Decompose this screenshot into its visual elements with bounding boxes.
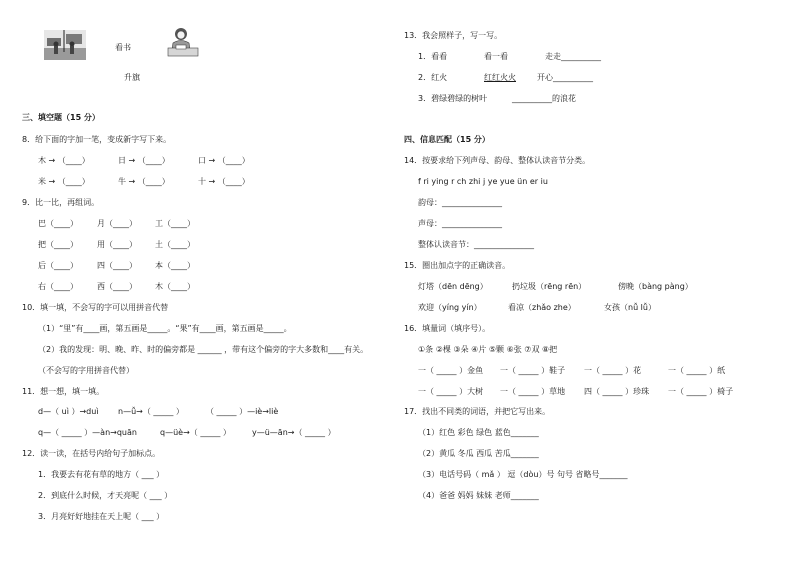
q16-item: 一（ _____ ）鞋子 <box>500 366 566 375</box>
q11-item: q—（ _____ ）—àn→quān <box>38 428 137 437</box>
q10-note: （不会写的字用拼音代替） <box>38 366 134 375</box>
q9-item: 西（____） <box>97 282 137 291</box>
q8-item: 牛 → （____） <box>118 177 170 186</box>
q8-item: 日 → （____） <box>118 156 170 165</box>
q15-item: 傍晚（bàng pàng） <box>618 282 693 291</box>
q9-item: 土（____） <box>155 240 195 249</box>
q13-item: 3．碧绿碧绿的树叶 <box>418 94 488 103</box>
q10-stem: 10．填一填，不会写的字可以用拼音代替 <box>22 303 169 312</box>
q17-item: （2）黄瓜 冬瓜 西瓜 苦瓜_______ <box>418 449 539 458</box>
q16-item: 一（ _____ ）草地 <box>500 387 566 396</box>
q13-item: 开心__________ <box>537 73 593 82</box>
q15-stem: 15．圈出加点字的正确读音。 <box>404 261 511 270</box>
q13-stem: 13．我会照样子，写一写。 <box>404 31 503 40</box>
q13-item: 1．看看 <box>418 52 448 61</box>
q13-item: 走走__________ <box>545 52 601 61</box>
q16-item: 一（ _____ ）金鱼 <box>418 366 484 375</box>
q9-item: 木（____） <box>155 282 195 291</box>
q14-line: 整体认读音节：_______________ <box>418 240 534 249</box>
q8-item: 口 → （____） <box>198 156 250 165</box>
q9-item: 本（____） <box>155 261 195 270</box>
q10-line: （1）“里”有____画，第五画是_____。“果”有____画，第五画是_____。 <box>38 324 292 333</box>
q15-item: 欢迎（yíng yín） <box>418 303 482 312</box>
q16-item: 一（ _____ ）椅子 <box>668 387 734 396</box>
q9-item: 用（____） <box>97 240 137 249</box>
section-4-title: 四、信息匹配（15 分） <box>404 135 490 144</box>
raise-flag-label: 升旗 <box>124 73 140 82</box>
q16-item: 一（ _____ ）大树 <box>418 387 484 396</box>
read-book-picture <box>164 26 200 58</box>
q11-item: q—üè→（ _____ ） <box>160 428 231 437</box>
q11-item: y—ü—ān→（ _____ ） <box>252 428 336 437</box>
q8-item: 十 → （____） <box>198 177 250 186</box>
q16-options: ①条 ②棵 ③朵 ④片 ⑤颗 ⑥张 ⑦双 ⑧把 <box>418 345 558 354</box>
q9-item: 工（____） <box>155 219 195 228</box>
q14-stem: 14．按要求给下列声母、韵母、整体认读音节分类。 <box>404 156 591 165</box>
q14-line: 韵母：_______________ <box>418 198 502 207</box>
q16-stem: 16．填量词（填序号）。 <box>404 324 491 333</box>
q13-item: 2．红火 <box>418 73 448 82</box>
q10-line: （2）我的发现：明、晚、昨、时的偏旁都是 ______ ，带有这个偏旁的字大多数和____有关。 <box>38 345 369 354</box>
read-book-label: 看书 <box>115 43 131 52</box>
q12-stem: 12．读一读，在括号内给句子加标点。 <box>22 449 161 458</box>
q15-item: 看凉（zhǎo zhe） <box>508 303 576 312</box>
q17-item: （3）电话号码（ mǎ ） 逗（dòu）号 句号 省略号_______ <box>418 470 628 479</box>
q14-letters: f ri ying r ch zhi j ye yue ün er iu <box>418 177 548 186</box>
q9-item: 后（____） <box>38 261 78 270</box>
q17-item: （1）红色 彩色 绿色 蓝色_______ <box>418 428 539 437</box>
q8-item: 木 → （____） <box>38 156 90 165</box>
q13-example: 红红火火 <box>484 73 516 82</box>
section-3-title: 三、填空题（15 分） <box>22 113 100 122</box>
q16-item: 一（ _____ ）花 <box>584 366 642 375</box>
q13-item: __________的浪花 <box>512 94 576 103</box>
q11-item: n—ǚ→（ _____ ） <box>118 407 184 416</box>
q9-item: 四（____） <box>97 261 137 270</box>
q16-item: 四（ _____ ）珍珠 <box>584 387 650 396</box>
q11-item: d—（ uì ）→duì <box>38 407 99 416</box>
q13-item: 看一看 <box>484 52 508 61</box>
q9-stem: 9．比一比，再组词。 <box>22 198 100 207</box>
q9-item: 把（____） <box>38 240 78 249</box>
q15-item: 灯塔（dēn dēng） <box>418 282 488 291</box>
q12-item: 2．到底什么时候，才天亮呢（ ___ ） <box>38 491 173 500</box>
q17-stem: 17．找出不同类的词语，并把它写出来。 <box>404 407 551 416</box>
q12-item: 1．我要去有花有草的地方（ ___ ） <box>38 470 165 479</box>
q11-item: （ _____ ）—iè→liè <box>206 407 279 416</box>
q11-stem: 11．想一想，填一填。 <box>22 387 105 396</box>
q17-item: （4）爸爸 妈妈 妹妹 老师_______ <box>418 491 539 500</box>
q8-item: 米 → （____） <box>38 177 90 186</box>
q9-item: 巴（____） <box>38 219 78 228</box>
q8-stem: 8．给下面的字加一笔，变成新字写下来。 <box>22 135 172 144</box>
q9-item: 右（____） <box>38 282 78 291</box>
q14-line: 声母：_______________ <box>418 219 502 228</box>
q9-item: 月（____） <box>97 219 137 228</box>
q12-item: 3．月亮好好地挂在天上呢（ ___ ） <box>38 512 165 521</box>
q15-item: 扔垃圾（rēng rēn） <box>512 282 587 291</box>
q15-item: 女孩（nǚ lǚ） <box>604 303 656 312</box>
q16-item: 一（ _____ ）纸 <box>668 366 726 375</box>
raise-flag-picture <box>44 30 86 60</box>
